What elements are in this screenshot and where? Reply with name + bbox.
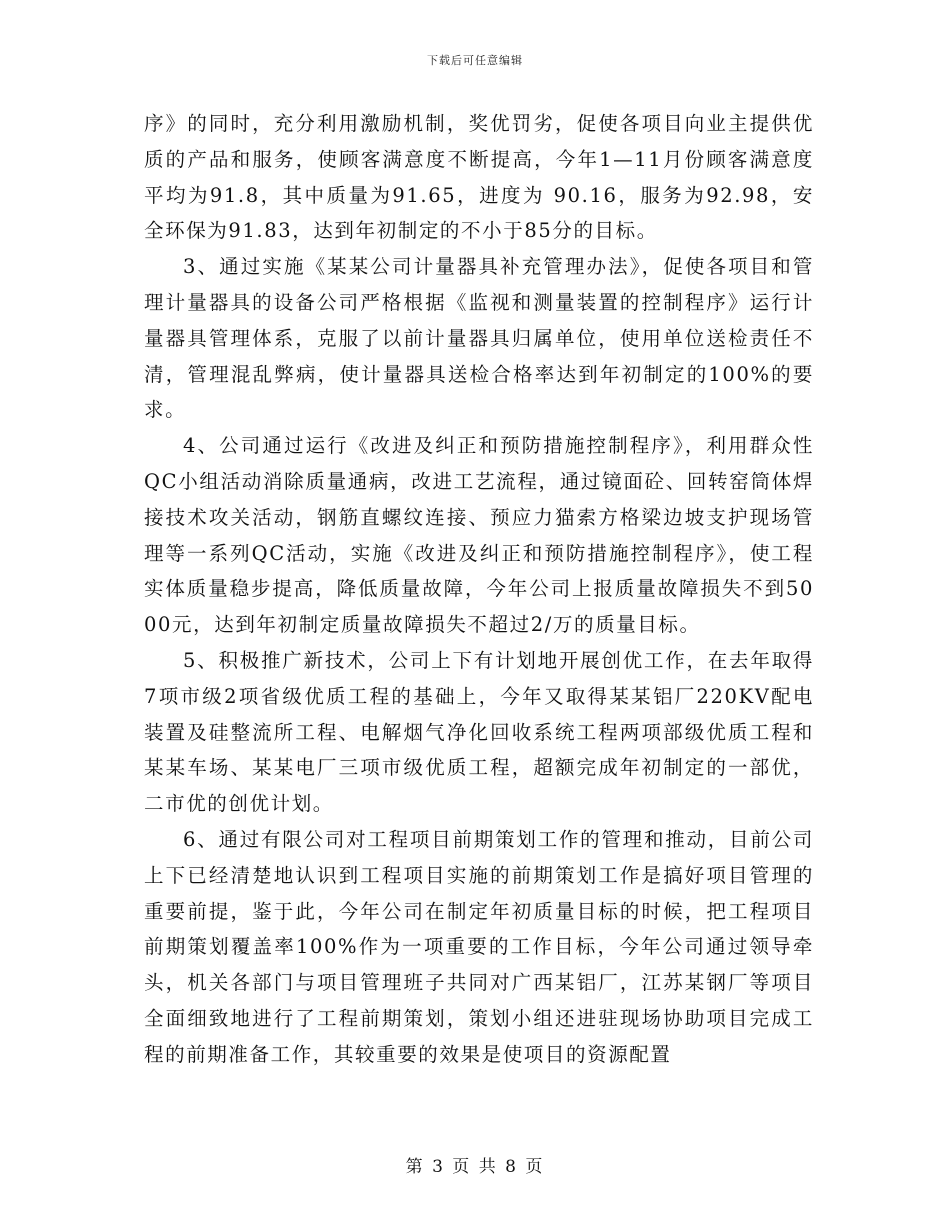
paragraph-item-6: 6、通过有限公司对工程项目前期策划工作的管理和推动，目前公司上下已经清楚地认识到工程项目实施的前期策划工作是搞好项目管理的重要前提，鉴于此，今年公司在制定年初质量目标的时候，把工程项目前期策划覆盖率100%作为一项重要的工作目标，今年公司通过领导牵头，机关各部门与项目管理班子共同对广西某铝厂，江苏某钢厂等项目全面细致地进行了工程前期策划，策划小组还进驻现场协助项目完成工程的前期准备工作，其较重要的效果是使项目的资源配置 — [144, 827, 814, 1066]
paragraph-continued: 序》的同时，充分利用激励机制，奖优罚劣，促使各项目向业主提供优质的产品和服务，使顾客满意度不断提高，今年1—11月份顾客满意度平均为91.8，其中质量为91.65，进度为 90.16，服务为92.98，安全环保为91.83，达到年初制定的不小于85分的目标。 — [144, 112, 814, 243]
paragraph-item-4: 4、公司通过运行《改进及纠正和预防措施控制程序》，利用群众性QC小组活动消除质量通病，改进工艺流程，通过镜面砼、回转窑筒体焊接技术攻关活动，钢筋直螺纹连接、预应力猫索方格梁边坡支护现场管理等一系列QC活动，实施《改进及纠正和预防措施控制程序》，使工程实体质量稳步提高，降低质量故障，今年公司上报质量故障损失不到5000元，达到年初制定质量故障损失不超过2/万的质量目标。 — [144, 434, 814, 637]
page-header: 下载后可任意编辑 — [427, 54, 523, 67]
document-body — [144, 106, 814, 1073]
paragraph-item-3: 3、通过实施《某某公司计量器具补充管理办法》，促使各项目和管理计量器具的设备公司严格根据《监视和测量装置的控制程序》运行计量器具管理体系，克服了以前计量器具归属单位，使用单位送检责任不清，管理混乱弊病，使计量器具送检合格率达到年初制定的100%的要求。 — [144, 255, 814, 422]
page-number-footer: 第 3 页 共 8 页 — [405, 1157, 545, 1177]
paragraph-item-5: 5、积极推广新技术，公司上下有计划地开展创优工作，在去年取得7项市级2项省级优质工程的基础上，今年又取得某某铝厂220KV配电装置及硅整流所工程、电解烟气净化回收系统工程两项部级优质工程和某某车场、某某电厂三项市级优质工程，超额完成年初制定的一部优，二市优的创优计划。 — [144, 648, 814, 816]
